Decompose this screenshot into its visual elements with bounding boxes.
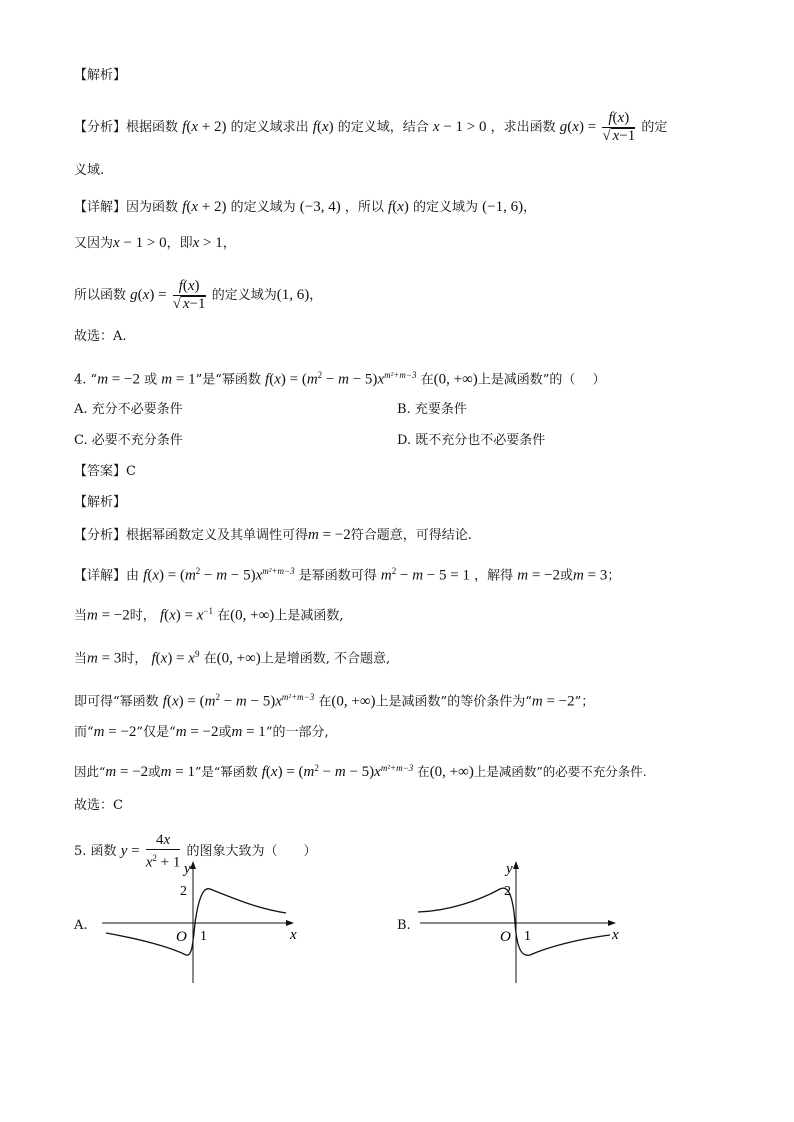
- q4-case-2: 当m = 3时， $f(x) = x^9$ 在(0, +∞)上是增函数, 不合题意,: [74, 649, 391, 667]
- q4-answer: 【答案】C: [74, 464, 136, 479]
- graph-b-tick-x: 1: [524, 929, 531, 944]
- q4-xiangjie: 【详解】由 $f(x) = (m^2 - m - 5)x^{m^2+m-3}$ 是幂函数可得 $m^2 - m - 5 = 1$ ，解得 m = −2或m = 3；: [74, 566, 621, 584]
- graph-b-tick-y: 2: [504, 884, 511, 899]
- graph-a-origin: O: [176, 929, 187, 945]
- guxuan-a: 故选：A.: [74, 329, 127, 344]
- q4-yinci: 因此“m = −2或m = 1”是“幂函数 $f(x) = (m^2 - m - 5)x^{m^2+m-3}$ 在(0, +∞)上是减函数”的必要不充分条件.: [74, 763, 647, 781]
- graph-b-y-arrow: [513, 861, 519, 869]
- youyin-line: 又因为x − 1 > 0，即x > 1，: [74, 235, 236, 251]
- graph-a-x-label: x: [290, 927, 297, 943]
- q4-case-1: 当m = −2时， $f(x) = x^{-1}$ 在(0, +∞)上是减函数,: [74, 606, 344, 624]
- fraction-f-over-sqrt: $\frac{f(x)}{√ x-1}$: [602, 110, 636, 144]
- q4-option-c[interactable]: C. 必要不充分条件: [74, 433, 183, 448]
- fenxi-line-1: 【分析】根据函数 f(x + 2) 的定义域求出 f(x) 的定义域，结合 x − 1 > 0 ，求出函数 g(x) = $\frac{f(x)}{√ x-1}$ 的定: [74, 110, 668, 144]
- q5-stem: 5. 函数 y = $\frac{4x}{x^2 + 1}$ 的图象大致为（ ）: [74, 832, 317, 871]
- graph-a-y-arrow: [190, 861, 196, 869]
- graph-b-x-label: x: [612, 927, 619, 943]
- graph-b-y-label: y: [506, 861, 513, 877]
- graph-b-origin: O: [500, 929, 511, 945]
- q4-option-d[interactable]: D. 既不充分也不必要条件: [397, 433, 546, 448]
- graph-a-tick-x: 1: [200, 929, 207, 944]
- graph-b-x-arrow: [608, 920, 616, 926]
- graph-a-tick-y: 2: [180, 884, 187, 899]
- q4-jiexi: 【解析】: [74, 495, 127, 510]
- q4-guxuan: 故选：C: [74, 798, 123, 813]
- q4-stem: 4. “m = −2 或 m = 1”是“幂函数 $f(x) = (m^2 - m - 5)x^{m^2+m-3}$ 在(0, +∞)上是减函数”的（ ）: [74, 370, 606, 388]
- graph-a-x-arrow: [286, 920, 294, 926]
- q5-option-b-label[interactable]: B.: [397, 918, 411, 933]
- q4-fenxi: 【分析】根据幂函数定义及其单调性可得m = −2符合题意，可得结论.: [74, 527, 472, 543]
- q4-jike: 即可得“幂函数 $f(x) = (m^2 - m - 5)x^{m^2+m-3}$ 在(0, +∞)上是减函数”的等价条件为“m = −2”；: [74, 692, 595, 710]
- graph-a-y-label: y: [184, 861, 191, 877]
- q4-option-b[interactable]: B. 充要条件: [397, 402, 467, 417]
- section-jiexi-1: 【解析】: [74, 68, 127, 83]
- suoyi-line: 所以函数 g(x) = $\frac{f(x)}{√ x-1}$ 的定义域为(1, 6)，: [74, 278, 323, 312]
- q5-option-a-label[interactable]: A.: [74, 918, 88, 933]
- graph-b-curve: [418, 888, 610, 955]
- graph-a[interactable]: [100, 855, 300, 985]
- graph-b[interactable]: [418, 855, 628, 985]
- graph-a-curve: [106, 889, 286, 955]
- fenxi-line-2: 义域.: [74, 163, 105, 178]
- fraction-f-over-sqrt-2: $\frac{f(x)}{√ x-1}$: [172, 278, 206, 312]
- q4-er: 而“m = −2”仅是“m = −2或m = 1”的一部分,: [74, 724, 329, 740]
- xiangjie-line-1: 【详解】因为函数 f(x + 2) 的定义域为 (−3, 4) ，所以 f(x) 的定义域为 (−1, 6)，: [74, 199, 537, 215]
- q4-option-a[interactable]: A. 充分不必要条件: [74, 402, 183, 417]
- fraction-4x-over-x2plus1: $\frac{4x}{x^2 + 1}$: [145, 832, 181, 871]
